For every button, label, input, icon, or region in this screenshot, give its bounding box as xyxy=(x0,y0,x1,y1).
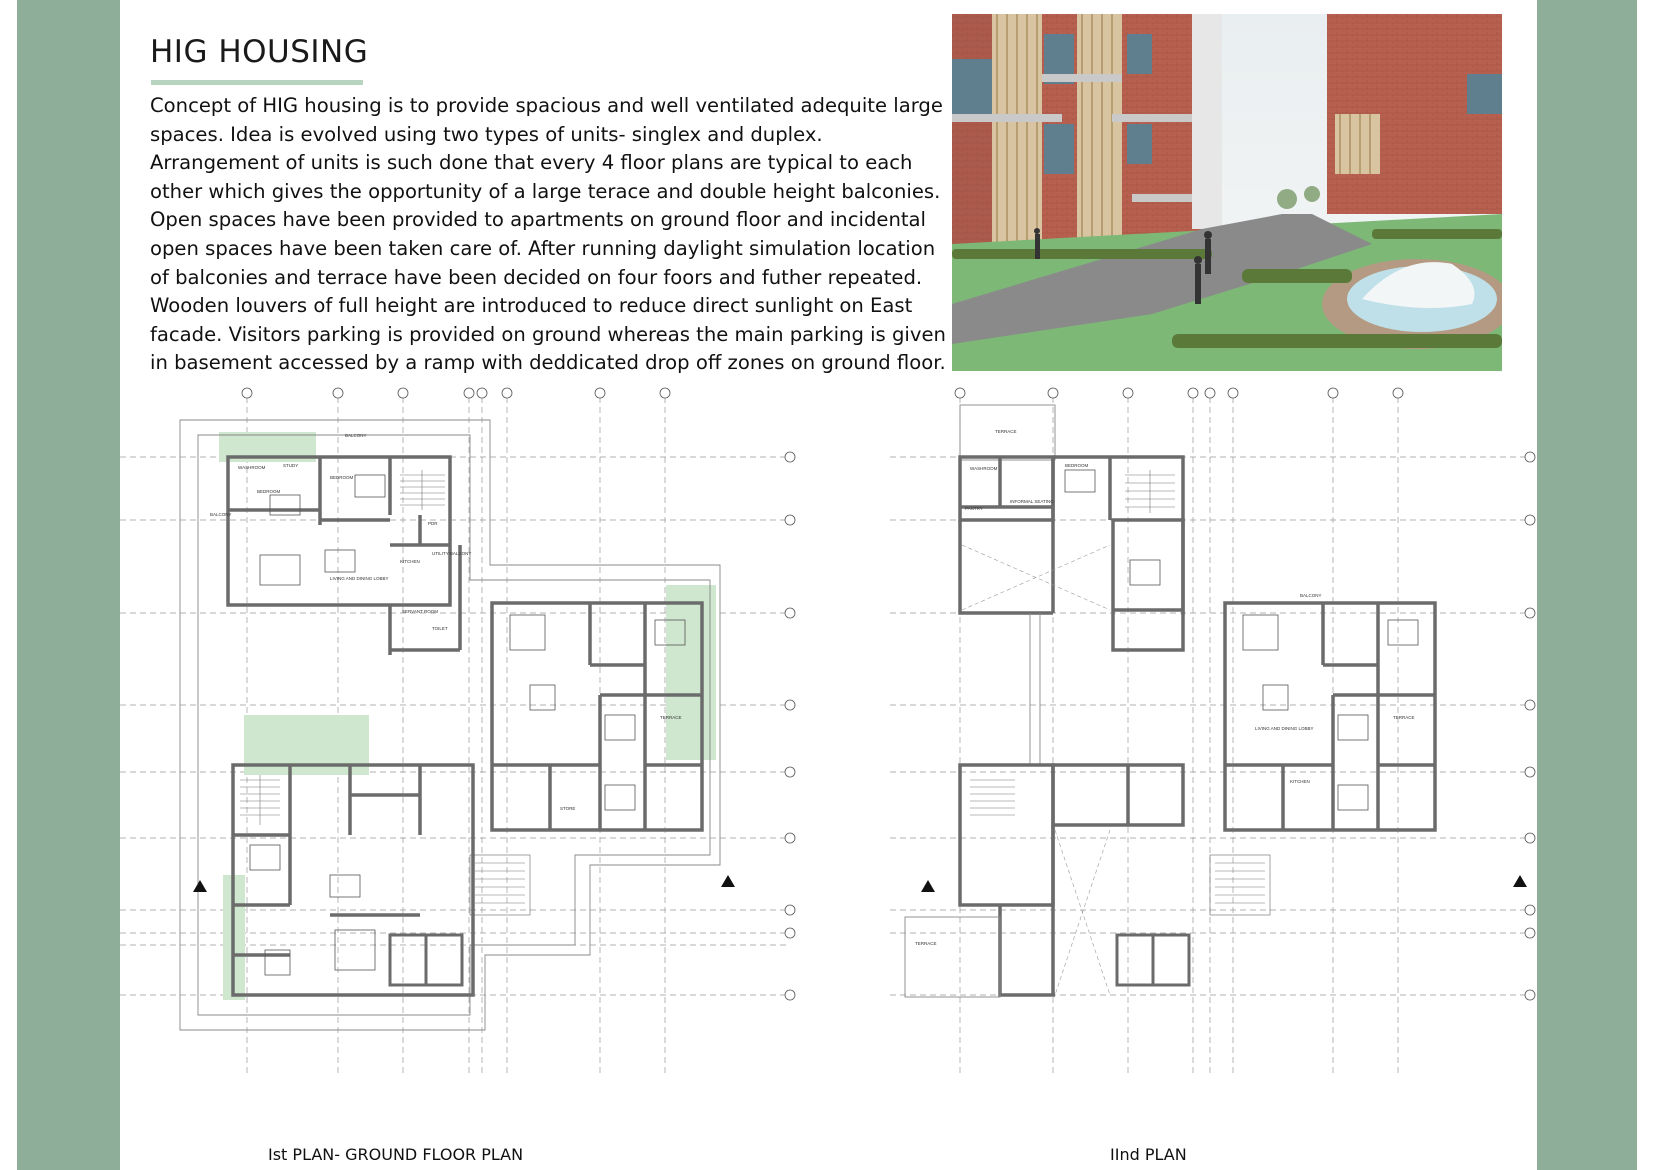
room-label: BEDROOM xyxy=(257,489,281,494)
room-label: TERRACE xyxy=(1393,715,1415,720)
room-label: STUDY xyxy=(283,463,299,468)
room-label: TOILET xyxy=(432,626,448,631)
room-label: KITCHEN xyxy=(1290,779,1310,784)
ground-plan-caption: Ist PLAN- GROUND FLOOR PLAN xyxy=(268,1145,524,1164)
second-floor-plan xyxy=(880,385,1580,1075)
rendering-image xyxy=(952,14,1502,371)
room-label: WASHROOM xyxy=(238,465,266,470)
room-label: BALCONY xyxy=(345,433,367,438)
room-label: LIVING AND DINING LOBBY xyxy=(1255,726,1314,731)
title-underline xyxy=(151,80,363,85)
room-label: BALCONY xyxy=(1300,593,1322,598)
room-label: SERVANT ROOM xyxy=(402,609,439,614)
room-label: KITCHEN xyxy=(400,559,420,564)
page-title: HIG HOUSING xyxy=(150,34,369,70)
room-label: BALCONY xyxy=(210,512,232,517)
room-label: BEDROOM xyxy=(1065,463,1089,468)
concept-paragraph: Concept of HIG housing is to provide spacious and well ventilated adequite large spaces. Idea is evolved using two types of units- singlex and duplex. Arrangement of units is such done that every 4 floor plans are typical to each other which gives the opportunity of a large terace and double height balconies. Open spaces have been provided to apartments on ground floor and incidental open spaces have been taken care of. After running daylight simulation location of balconies and terrace have been decided on four foors and futher repeated. Wooden louvers of full height are introduced to reduce direct sunlight on East facade. Visitors parking is provided on ground whereas the main parking is given in basement accessed by a ramp with deddicated drop off zones on ground floor. xyxy=(150,94,946,375)
room-label: TERRACE xyxy=(660,715,682,720)
room-label: UTILITY BALCONY xyxy=(432,551,472,556)
room-label: PANTRY xyxy=(965,506,983,511)
room-label: INFORMAL SEATING xyxy=(1010,499,1054,504)
left-side-panel xyxy=(17,0,120,1170)
room-label: PDR xyxy=(428,521,438,526)
room-label: TERRACE xyxy=(915,941,937,946)
room-label: STORE xyxy=(560,806,576,811)
ground-floor-plan xyxy=(120,385,820,1075)
room-label: TERRACE xyxy=(995,429,1017,434)
room-label: BEDROOM xyxy=(330,475,354,480)
second-plan-caption: IInd PLAN xyxy=(1110,1145,1187,1164)
room-label: WASHROOM xyxy=(970,466,998,471)
room-label: LIVING AND DINING LOBBY xyxy=(330,576,389,581)
